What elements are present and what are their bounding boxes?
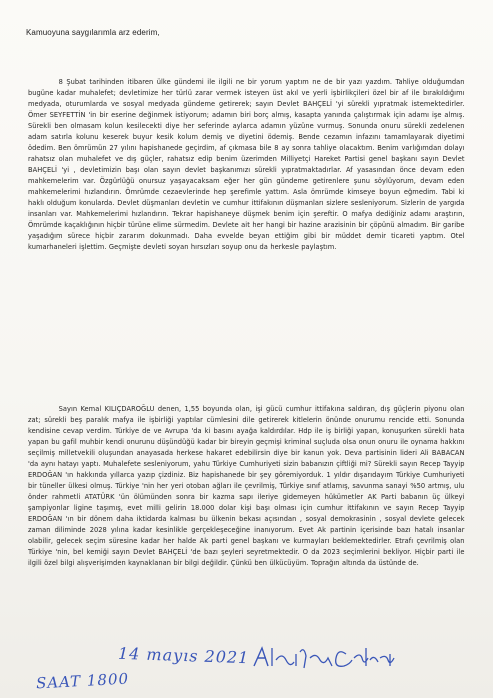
handwritten-time: SAAT 1800 [35,669,130,693]
paragraph-1: 8 Şubat tarihinden itibaren ülke gündemi ile ilgili ne bir yorum yaptım ne de bir yazı yazdım. Tahliye olduğumdan bugüne kadar muhalefet; devletimize her türlü zarar vermek isteyen üst akıl ve yerli işbirlikçileri özel bir af ile bırakıldığımı medyada, oturumlarda ve sosyal medyada gündeme getirerek; sayın Devlet BAHÇELİ 'yi sürekli yıpratmak istemektedirler. Ömer SEYFETTİN 'in bir eserine değinmek istiyorum; adamın biri borç almış, kasapta yanında çalıştırmak için adamı işe almış. Sürekli ben olmasam kolun kesilecekti diye her seferinde aylarca adamın yüzüne vurmuş. Sonunda onuru sürekli zedelenen adam satırla kolunu keserek buyur kesik kolum demiş ve diyetini ödemiş. Bende cezamın infazını tamamlayarak diyetimi ödedim. Ben ömrümün 27 yılını hapishanede geçirdim, af çıkmasa bile 8 ay sonra tahliye olacaktım. Benim varlığımdan dolayı rahatsız olan muhalefet ve dış güçler, rahatsız edip benim üzerimden Milliyetçi Hareket Partisi genel başkanı sayın Devlet BAHÇELİ 'yi , devletimizin başı olan sayın devlet başkanımızı sürekli yıpratmaktadırlar. Af yasasından önce devam eden mahkemelerim var. Özgürlüğü onursuz yaşayacaksam eğer her gün gündeme getirenlere şunu söylüyorum, devam eden mahkemelerimi hızlandırın. Ömrümde cezaevlerinde hep şerefimle yattım. Asla ömrümde kimseye boyun eğmedim. Tabi ki haklı olduğum konulardа. Devlet düşmanları devletin ve cumhur ittifakının düşmanları sizlere sesleniyorum. Sizlerin de yargıda insanları var. Mahkemelerimi hızlandırın. Tekrar hapishaneye düşmek benim için şereftir. O mafya dediğiniz adamı araştırın, Ömrümde kaçaklığının hiçbir türüne elime sürmedim. Devlete ait her hangi bir hazine arazisinin bir çöpünü almadım. Bir garibe yaşadığım sürece hiçbir zararım dokunmadı. Daha evvelde beyan ettiğim gibi bir müddet demir ticareti yaptım. Otel kumarhaneleri işlettim. Geçmişte devleti soyan hırsızları soyup onu da herkesle paylaştım. [28,77,465,251]
handwritten-signature [250,644,400,670]
greeting-line: Kamuoyuna saygılarımla arz ederim, [26,28,160,37]
handwritten-date: 14 mayıs 2021 [117,643,250,668]
paragraph-2: Sayın Kemal KILIÇDAROĞLU denen, 1,55 boyunda olan, işi gücü cumhur ittifakına saldıran, dış güçlerin piyonu olan zat; sürekli beş paralık mafya ile işbirliği yaptılar cümlesini dile getirerek kitlelerin önünde onurumu rencide etti. Sonunda kendisine cevap verdim. Türkiye de ve Avrupa 'da ki basını ayağa kaldırdılar. Hdp ile iş birliği yapan, konuşurken sürekli hata yapan bu gafil muhbir kendi onurunu düşündüğü kadar bir bireyin geçmişi kriminal suçluda olsa onun onuru ile oynama hakkını seçilmiş milletvekili oluşundan anayasada herkese hakaret edebilirsin diye bir kanun yok. Deva partisinin lideri Ali BABACAN 'da aynı hatayı yaptı. Muhalefete sesleniyorum, yahu Türkiye Cumhuriyeti sizin babanızın çiftliği mi? Sürekli sayın Recep Tayyip ERDOĞAN 'ın hakkında yıllarca yazıp çizdiniz. Biz hapishanede bir şey göremiyorduk. 1 yıldır dışarıdayım Türkiye Cumhuriyeti bir tüneller ülkesi olmuş. Türkiye 'nin her yeri otoban ağları ile çevrilmiş, Türkiye sınıf atlamış, savunma sanayi %50 artmış, ulu önder rahmetli ATATÜRK 'ün ölümünden sonra bir kazma sapı ileriye gidemeyen hükümetler AK Parti babanın üç ülkeyi şampiyonlar ligine taşımış, evet milli gelirin 18.000 dolar kişi başı olması için cumhur ittifakının ve sayın Recep Tayyip ERDOĞAN 'ın bir dönem daha iktidarda kalması bu ülkenin bekası açısından , sosyal demokrasinin , sosyal devlete gelecek zaman diliminde 2028 yılına kadar kesinlikle gerçekleşeceğine inanıyorum. Evet Ak partinin içerisinde bazı hatalı insanlar olabilir, gelecek seçim süresine kadar her halde Ak parti genel başkanı ve kurmayları beklemektedirler. Etrafı çevrilmiş olan Türkiye 'nin, bel kemiği sayın Devlet BAHÇELİ 'de bazı şeyleri seyretmektedir. O da 2023 seçimlerini bekliyor. Hiçbir parti ile ilgili özel bilgi alışverişimden kaynaklanan bir bilgi değildir. Çünkü ben ülkücüyüm. Toprağın altında da üstünde de. [28,404,465,567]
